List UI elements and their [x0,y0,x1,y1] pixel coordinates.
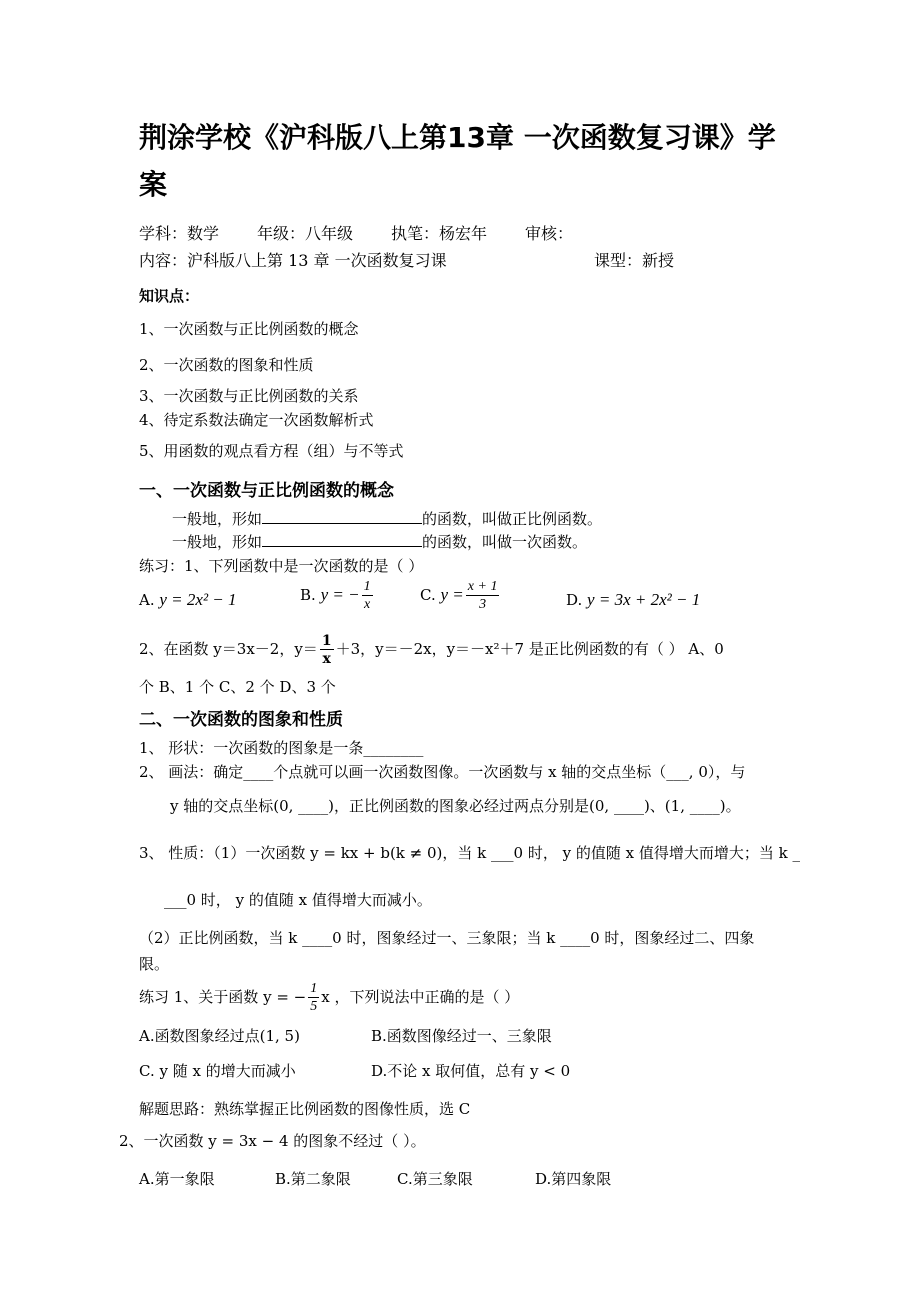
fill-blank [262,509,422,524]
definition-text: 一般地，形如 [172,510,263,528]
practice-2-option: B.第二象限 [275,1170,351,1188]
question-text: ＋3，y＝－2x，y＝－x²＋7 是正比例函数的有（ ） A、0 [335,640,724,658]
exercise-2-question [139,634,724,666]
numerator: 1 [310,981,318,996]
meta-row-1 [139,221,611,244]
option-label: B. [300,586,316,604]
section-2-heading: 二、一次函数的图象和性质 [139,710,343,730]
practice-1-option-c: C. y 随 x 的增大而减小 [139,1062,296,1080]
knowledge-point: 1、一次函数与正比例函数的概念 [139,320,359,338]
definition-text: 一般地，形如 [172,533,263,551]
property-item-1-cont: ___0 时， y 的值随 x 值得增大而减小。 [164,891,432,909]
option-expression: y = 3x + 2x² − 1 [587,590,701,609]
fraction [466,580,500,612]
fill-blank [262,532,422,547]
option-expression: y = [440,585,464,604]
question-text: 2、在函数 y＝3x－2，y＝ [139,640,318,658]
drawing-item-cont: y 轴的交点坐标(0, ____)，正比例函数的图象必经过两点分别是(0, ____)、(1, ____)。 [170,797,741,815]
fraction [308,982,319,1014]
practice-1-question [139,982,519,1014]
option-c [420,580,501,612]
section-1-heading: 一、一次函数与正比例函数的概念 [139,481,394,501]
doc-title-line1: 荆涂学校《沪科版八上第13章 一次函数复习课》学 [139,121,776,154]
meta-grade: 年级：八年级 [257,224,354,243]
exercise-2-options: 个 B、1 个 C、2 个 D、3 个 [139,678,336,696]
option-a [139,590,237,610]
knowledge-point: 4、待定系数法确定一次函数解析式 [139,411,374,429]
question-text: x ，下列说法中正确的是（ ） [321,988,520,1006]
numerator: x + 1 [467,579,498,594]
practice-1-option-d: D.不论 x 取何值，总有 y < 0 [371,1062,571,1080]
practice-2-option: D.第四象限 [535,1170,612,1188]
denominator: x [363,597,371,612]
knowledge-point: 5、用函数的观点看方程（组）与不等式 [139,442,404,460]
property-item-2: （2）正比例函数，当 k ____0 时，图象经过一、三象限；当 k ____0 时，图象经过二、四象 [139,929,755,947]
option-expression: y = − [320,585,360,604]
exercise-1-question: 练习：1、下列函数中是一次函数的是（ ） [139,557,424,575]
property-item-2-cont: 限。 [139,955,170,973]
option-label: A. [139,591,155,609]
denominator: 3 [479,597,487,612]
fraction [320,634,334,666]
drawing-item: 2、 画法：确定____个点就可以画一次函数图像。一次函数与 x 轴的交点坐标（___, 0），与 [139,763,746,781]
definition-proportional [172,508,602,529]
knowledge-point: 2、一次函数的图象和性质 [139,356,314,374]
option-expression: y = 2x² − 1 [159,590,237,609]
practice-2-question: 2、一次函数 y = 3x − 4 的图象不经过（ ）。 [119,1132,426,1150]
numerator: 1 [363,579,371,594]
meta-content: 内容：沪科版八上第 13 章 一次函数复习课 [139,251,447,270]
knowledge-point: 3、一次函数与正比例函数的关系 [139,387,359,405]
shape-item: 1、 形状：一次函数的图象是一条________ [139,739,424,757]
practice-1-option-b: B.函数图像经过一、三象限 [371,1027,552,1045]
practice-1-solution: 解题思路：熟练掌握正比例函数的图像性质，选 C [139,1100,471,1118]
meta-subject: 学科：数学 [139,224,220,243]
meta-lesson-type: 课型：新授 [594,251,675,270]
practice-2-option: A.第一象限 [139,1170,215,1188]
denominator: x [322,651,331,667]
meta-reviewer: 审核： [525,224,574,243]
knowledge-heading: 知识点： [139,287,200,305]
definition-text: 的函数，叫做一次函数。 [422,533,588,551]
fraction [362,580,373,612]
property-item-1: 3、 性质：（1）一次函数 y = kx + b(k ≠ 0)，当 k ___0 时， y 的值随 x 值得增大而增大；当 k _ [139,844,800,862]
meta-author: 执笔：杨宏年 [391,224,488,243]
option-label: D. [566,591,583,609]
definition-linear [172,531,587,552]
option-label: C. [420,586,436,604]
practice-1-option-a: A.函数图象经过点(1, 5) [139,1027,300,1045]
question-text: 练习 1、关于函数 y = − [139,988,307,1006]
definition-text: 的函数，叫做正比例函数。 [422,510,603,528]
option-d [566,590,700,610]
doc-title-line2: 案 [139,168,168,201]
option-b [300,580,375,612]
practice-2-option: C.第三象限 [397,1170,473,1188]
numerator: 1 [321,633,332,649]
denominator: 5 [310,999,318,1014]
